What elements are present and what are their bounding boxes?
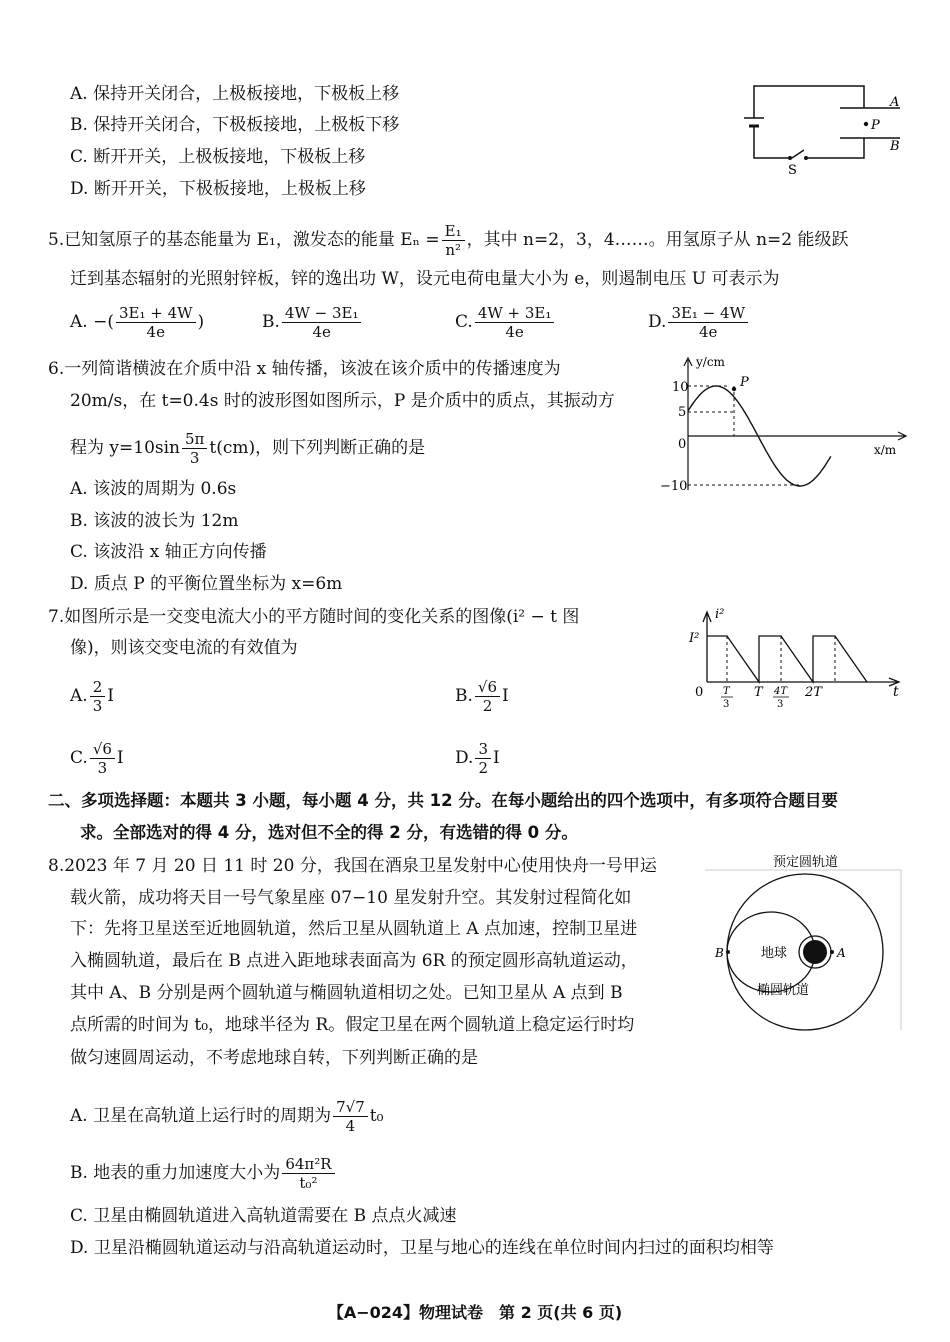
ellipse-label: 椭圆轨道 <box>757 983 810 998</box>
q7-c-den: 3 <box>97 759 108 777</box>
q7-c-pre: C. <box>70 748 88 768</box>
tick-4t3-den: 3 <box>777 699 784 710</box>
q6-wave-figure <box>650 350 910 500</box>
q5-option-b[interactable] <box>262 304 363 341</box>
q7-option-d[interactable] <box>455 740 500 777</box>
q5-line2: 迁到基态辐射的光照射锌板，锌的逸出功 W，设元电荷电量大小为 e，则遏制电压 U 可表示为 <box>70 269 780 289</box>
tick-neg10: −10 <box>660 479 688 494</box>
q5-frac-num: E₁ <box>442 222 465 241</box>
q8-line1: 8.2023 年 7 月 20 日 11 时 20 分，我国在酒泉卫星发射中心使用快舟一号甲运 <box>48 856 657 876</box>
section2-line1: 二、多项选择题：本题共 3 小题，每小题 4 分，共 12 分。在每小题给出的四个选项中，有多项符合题目要 <box>48 791 838 810</box>
origin-label: 0 <box>695 685 704 700</box>
q7-b-post: I <box>502 686 509 706</box>
q4-option-c[interactable]: C. 断开开关，上极板接地，下极板上移 <box>70 147 366 167</box>
q8-line2: 载火箭，成功将天目一号气象星座 07−10 星发射升空。其发射过程简化如 <box>70 888 632 908</box>
q5-line1-pre: 5.已知氢原子的基态能量为 E₁，激发态的能量 Eₙ = <box>48 230 440 250</box>
q7-line1: 7.如图所示是一交变电流大小的平方随时间的变化关系的图像(i² − t 图 <box>48 607 580 627</box>
q7-line2: 像)，则该交变电流的有效值为 <box>70 638 298 658</box>
q8-a-post: t₀ <box>369 1106 384 1126</box>
label-a: A <box>837 946 846 960</box>
q5-option-d[interactable] <box>648 304 750 341</box>
q6-option-c[interactable]: C. 该波沿 x 轴正方向传播 <box>70 542 267 562</box>
x-axis-label: t <box>893 684 899 700</box>
q8-option-c[interactable]: C. 卫星由椭圆轨道进入高轨道需要在 B 点点火减速 <box>70 1206 457 1226</box>
q6-option-d[interactable]: D. 质点 P 的平衡位置坐标为 x=6m <box>70 574 343 594</box>
label-s: S <box>788 163 797 178</box>
q7-current-figure <box>685 600 910 712</box>
q7-a-post: I <box>107 686 114 706</box>
q7-c-post: I <box>116 748 124 768</box>
q8-b-den: t₀² <box>299 1174 318 1192</box>
tick-2t: 2T <box>805 685 822 700</box>
q8-a-num: 7√7 <box>333 1098 368 1117</box>
tick-4t3-num: 4T <box>774 686 788 697</box>
q8-b-pre: B. 地表的重力加速度大小为 <box>70 1163 281 1183</box>
q7-d-num: 3 <box>475 740 491 759</box>
label-p: P <box>871 118 880 133</box>
q7-b-den: 2 <box>482 697 493 715</box>
q8-a-den: 4 <box>345 1117 356 1135</box>
q7-option-b[interactable] <box>455 678 509 715</box>
q5-energy-fraction <box>442 222 465 259</box>
q7-a-num: 2 <box>90 678 106 697</box>
q8-b-num: 64π²R <box>282 1155 334 1174</box>
q7-d-post: I <box>492 748 500 768</box>
tick-t3-den: 3 <box>723 699 730 710</box>
tick-t: T <box>754 685 763 700</box>
q7-option-c[interactable] <box>70 740 124 777</box>
x-axis-label: x/m <box>874 443 897 457</box>
q6-frac-den: 3 <box>189 449 200 467</box>
q4-option-a[interactable]: A. 保持开关闭合，上极板接地，下极板上移 <box>70 84 400 104</box>
q5-a-num: 3E₁ + 4W <box>116 304 196 323</box>
q8-orbit-figure <box>705 850 905 1035</box>
q4-option-d[interactable]: D. 断开开关，下极板接地，上极板上移 <box>70 179 366 199</box>
q5-c-den: 4e <box>505 323 524 341</box>
q7-option-a[interactable] <box>70 678 114 715</box>
q4-option-b[interactable]: B. 保持开关闭合，下极板接地，上极板下移 <box>70 115 400 135</box>
label-b: B <box>890 139 900 154</box>
q8-line3: 下：先将卫星送至近地圆轨道，然后卫星从圆轨道上 A 点加速，控制卫星进 <box>70 919 638 939</box>
q8-line4: 入椭圆轨道，最后在 B 点进入距地球表面高为 6R 的预定圆形高轨道运动， <box>70 951 638 971</box>
q8-line7: 做匀速圆周运动，不考虑地球自转，下列判断正确的是 <box>70 1048 478 1068</box>
q7-a-den: 3 <box>92 697 103 715</box>
q5-c-pre: C. <box>455 312 473 332</box>
q5-a-pre: A. −( <box>70 312 114 332</box>
q5-line1-post: ，其中 n=2，3，4……。用氢原子从 n=2 能级跃 <box>466 230 849 250</box>
tick-5: 5 <box>678 405 687 420</box>
q5-line1 <box>48 222 849 259</box>
q5-d-den: 4e <box>699 323 718 341</box>
q5-b-den: 4e <box>312 323 331 341</box>
page-footer: 【A−024】物理试卷 第 2 页(共 6 页) <box>327 1303 623 1322</box>
q5-a-den: 4e <box>146 323 165 341</box>
q8-option-b[interactable] <box>70 1155 337 1192</box>
q7-d-den: 2 <box>478 759 488 777</box>
q5-a-post: ) <box>197 312 205 332</box>
label-p: P <box>740 375 749 390</box>
q7-b-num: √6 <box>475 678 500 697</box>
q8-a-pre: A. 卫星在高轨道上运行时的周期为 <box>70 1106 332 1126</box>
q5-option-a[interactable] <box>70 304 204 341</box>
label-a: A <box>890 95 900 110</box>
orbit-title: 预定圆轨道 <box>773 855 839 870</box>
y-axis-label: y/cm <box>696 355 725 369</box>
q6-frac-num: 5π <box>182 430 207 449</box>
q7-a-pre: A. <box>70 686 88 706</box>
q8-line6: 点所需的时间为 t₀，地球半径为 R。假定卫星在两个圆轨道上稳定运行时均 <box>70 1015 635 1035</box>
q6-line2: 20m/s，在 t=0.4s 时的波形图如图所示，P 是介质中的质点，其振动方 <box>70 391 615 411</box>
q6-option-a[interactable]: A. 该波的周期为 0.6s <box>70 479 237 499</box>
q5-b-num: 4W − 3E₁ <box>282 304 362 323</box>
section2-line2: 求。全部选对的得 4 分，选对但不全的得 2 分，有选错的得 0 分。 <box>80 823 578 842</box>
q5-d-pre: D. <box>648 312 667 332</box>
q8-option-a[interactable] <box>70 1098 383 1135</box>
q4-circuit-figure <box>740 80 910 180</box>
q6-line3 <box>70 430 425 467</box>
tick-0: 0 <box>678 437 687 452</box>
q8-option-d[interactable]: D. 卫星沿椭圆轨道运动与沿高轨道运动时，卫星与地心的连线在单位时间内扫过的面积均相等 <box>70 1238 774 1258</box>
q6-line3-pre: 程为 y=10sin <box>70 438 180 458</box>
q6-line1: 6.一列简谐横波在介质中沿 x 轴传播，该波在该介质中的传播速度为 <box>48 359 561 379</box>
q7-b-pre: B. <box>455 686 473 706</box>
y-axis-label: i² <box>715 607 725 622</box>
tick-10: 10 <box>672 380 689 395</box>
q5-c-num: 4W + 3E₁ <box>475 304 555 323</box>
q6-line3-post: t(cm)，则下列判断正确的是 <box>209 438 426 458</box>
i2-label: I² <box>689 631 700 646</box>
q7-c-num: √6 <box>90 740 115 759</box>
q8-line5: 其中 A、B 分别是两个圆轨道与椭圆轨道相切之处。已知卫星从 A 点到 B <box>70 983 623 1003</box>
q5-b-pre: B. <box>262 312 280 332</box>
q5-d-num: 3E₁ − 4W <box>668 304 748 323</box>
q5-frac-den: n² <box>445 241 461 259</box>
earth-label: 地球 <box>761 946 788 961</box>
q5-option-c[interactable] <box>455 304 556 341</box>
tick-t3-num: T <box>723 686 730 697</box>
label-b: B <box>715 946 724 960</box>
q6-option-b[interactable]: B. 该波的波长为 12m <box>70 511 239 531</box>
q7-d-pre: D. <box>455 748 474 768</box>
